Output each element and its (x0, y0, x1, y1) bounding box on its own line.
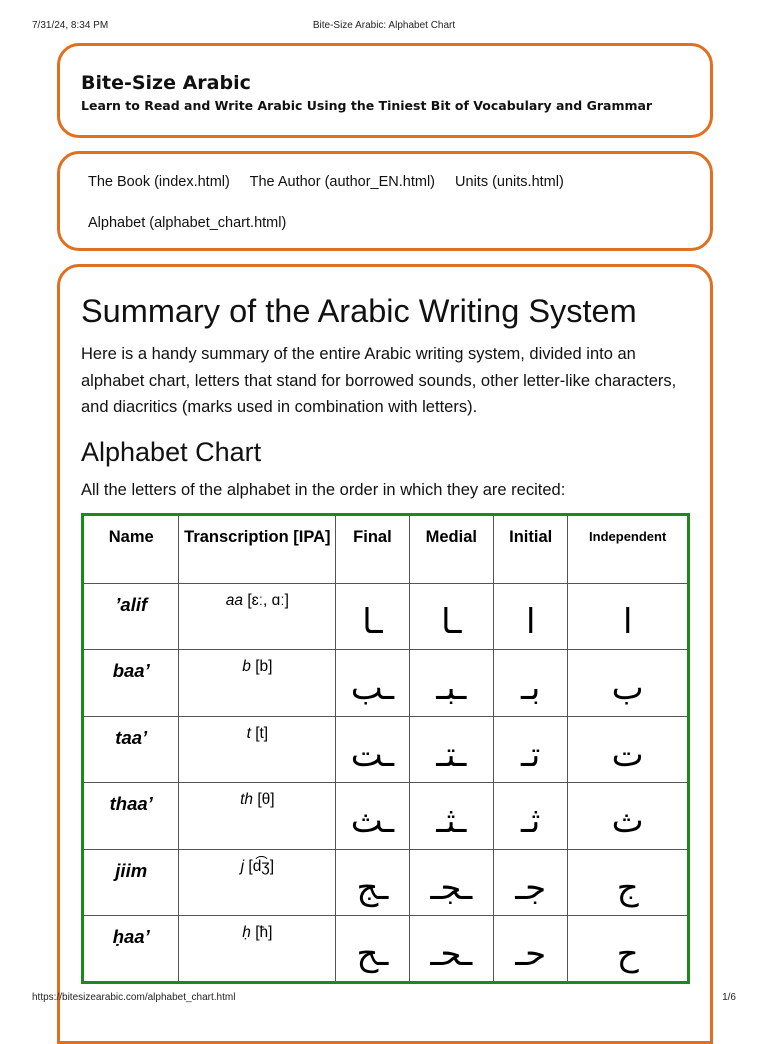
transcription-ipa: [ħ] (250, 924, 273, 941)
medial-form-cell: ـتـ (409, 716, 493, 783)
column-header-initial: Initial (494, 514, 568, 583)
transcription-latin: th (240, 791, 254, 808)
print-datetime: 7/31/24, 8:34 PM (32, 20, 109, 31)
independent-form-cell: ج (568, 849, 689, 916)
final-form-cell: ـب (336, 650, 409, 717)
nav-link-book[interactable]: The Book (index.html) (88, 174, 230, 190)
transcription-latin: j (240, 857, 245, 875)
independent-form-cell: ث (568, 783, 689, 850)
transcription-cell (179, 716, 336, 783)
independent-form-cell: ا (568, 583, 689, 650)
column-header-independent: Independent (568, 514, 689, 583)
section-description: All the letters of the alphabet in the order in which they are recited: (81, 480, 566, 499)
transcription-cell (179, 783, 336, 850)
column-header-final: Final (336, 514, 409, 583)
site-nav (57, 151, 713, 251)
final-form-cell: ـا (336, 583, 409, 650)
table-row (83, 583, 689, 650)
final-form-cell: ـث (336, 783, 409, 850)
transcription-cell (179, 583, 336, 650)
print-doc-title: Bite-Size Arabic: Alphabet Chart (312, 20, 456, 31)
transcription-latin: b (242, 658, 251, 675)
column-header-name: Name (83, 514, 179, 583)
print-header (0, 0, 768, 40)
site-header (57, 43, 713, 138)
section-title: Alphabet Chart (81, 436, 262, 467)
transcription-ipa: [b] (250, 658, 273, 675)
site-subtitle: Learn to Read and Write Arabic Using the Tiniest Bit of Vocabulary and Grammar (81, 98, 653, 113)
nav-row (88, 172, 682, 192)
medial-form-cell: ـحـ (409, 916, 493, 983)
table-row (83, 916, 689, 983)
letter-name-cell: ’alif (83, 583, 179, 650)
transcription-ipa: [θ] (253, 791, 275, 808)
table-header-row (83, 514, 689, 583)
nav-link-author[interactable]: The Author (author_EN.html) (249, 174, 435, 190)
table-row (83, 783, 689, 850)
transcription-latin: ḥ (242, 924, 251, 941)
medial-form-cell: ـبـ (409, 650, 493, 717)
print-footer (0, 992, 768, 1012)
letter-name-cell: thaa’ (83, 783, 179, 850)
independent-form-cell: ت (568, 716, 689, 783)
initial-form-cell: بـ (494, 650, 568, 717)
final-form-cell: ـح (336, 916, 409, 983)
nav-link-alphabet[interactable]: Alphabet (alphabet_chart.html) (88, 215, 287, 231)
medial-form-cell: ـجـ (409, 849, 493, 916)
transcription-ipa: [ɛː, ɑː] (243, 591, 289, 609)
letter-name-cell: baa’ (83, 650, 179, 717)
table-row (83, 716, 689, 783)
nav-row (88, 213, 682, 233)
nav-link-units[interactable]: Units (units.html) (455, 174, 564, 190)
transcription-ipa: [d͡ʒ] (244, 857, 275, 875)
transcription-ipa: [t] (250, 724, 269, 742)
transcription-cell (179, 916, 336, 983)
initial-form-cell: ثـ (494, 783, 568, 850)
alphabet-table (81, 513, 690, 984)
main-content (57, 264, 713, 1044)
transcription-cell (179, 650, 336, 717)
initial-form-cell: جـ (494, 849, 568, 916)
column-header-transcription: Transcription [IPA] (179, 514, 336, 583)
independent-form-cell: ب (568, 650, 689, 717)
table-row (83, 849, 689, 916)
letter-name-cell: taa’ (83, 716, 179, 783)
transcription-cell (179, 849, 336, 916)
medial-form-cell: ـثـ (409, 783, 493, 850)
print-url: https://bitesizearabic.com/alphabet_chart.html (32, 992, 236, 1003)
final-form-cell: ـت (336, 716, 409, 783)
table-row (83, 650, 689, 717)
column-header-medial: Medial (409, 514, 493, 583)
initial-form-cell: تـ (494, 716, 568, 783)
independent-form-cell: ح (568, 916, 689, 983)
site-title[interactable]: Bite-Size Arabic (81, 72, 251, 94)
transcription-latin: aa (225, 591, 244, 609)
letter-name-cell: ḥaa’ (83, 916, 179, 983)
letter-name-cell: jiim (83, 849, 179, 916)
medial-form-cell: ـا (409, 583, 493, 650)
intro-paragraph: Here is a handy summary of the entire Arabic writing system, divided into an alphabet chart, letters that stand for borrowed sounds, other letter-like characters, and diacritics (marks used in combination with letters). (81, 345, 677, 416)
initial-form-cell: حـ (494, 916, 568, 983)
transcription-latin: t (246, 724, 251, 742)
initial-form-cell: ا (494, 583, 568, 650)
print-page-number: 1/6 (722, 992, 736, 1003)
final-form-cell: ـج (336, 849, 409, 916)
page-title: Summary of the Arabic Writing System (81, 293, 637, 329)
